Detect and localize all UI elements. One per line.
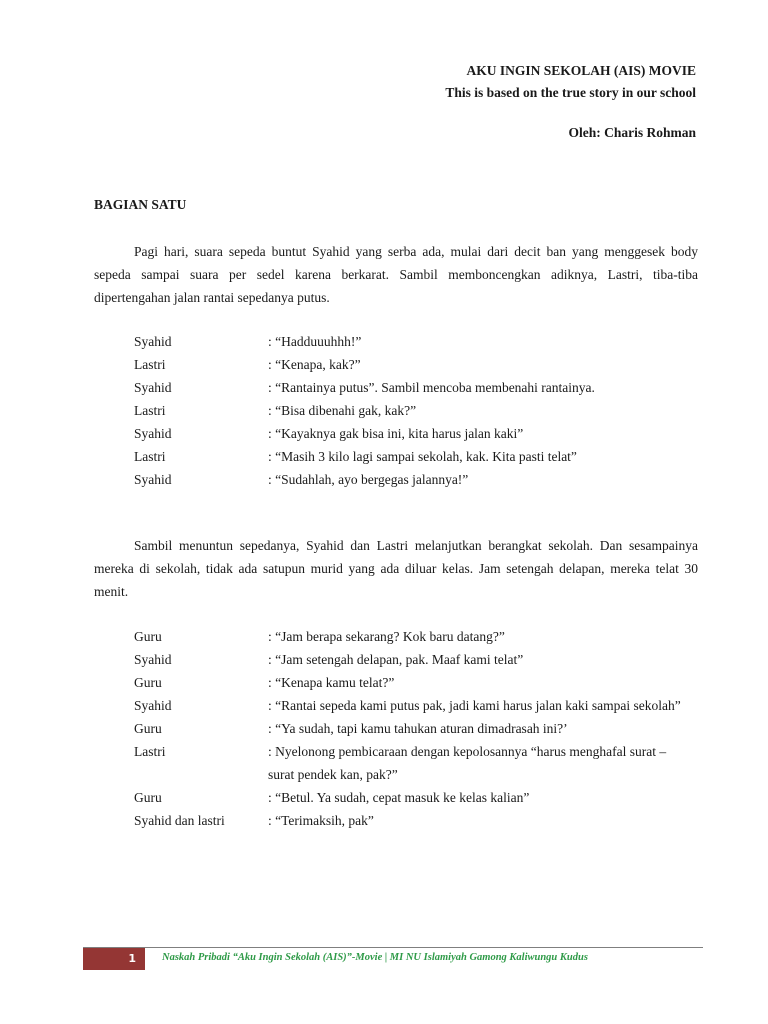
footer-page-number: 1 (83, 948, 145, 970)
dialogue-line (134, 694, 694, 717)
dialogue-speaker: Guru (134, 790, 162, 805)
dialogue-speaker: Guru (134, 675, 162, 690)
dialogue-block-2 (134, 625, 694, 832)
dialogue-speech: : “Terimaksih, pak” (268, 813, 374, 828)
footer-text: Naskah Pribadi “Aku Ingin Sekolah (AIS)”-Movie | MI NU Islamiyah Gamong Kaliwungu Kudus (162, 952, 588, 963)
section-title: BAGIAN SATU (94, 197, 187, 212)
dialogue-line (134, 786, 694, 809)
dialogue-speech: : “Kenapa kamu telat?” (268, 675, 395, 690)
dialogue-line (134, 330, 694, 353)
dialogue-speaker: Lastri (134, 403, 166, 418)
dialogue-speech: : “Betul. Ya sudah, cepat masuk ke kelas kalian” (268, 790, 530, 805)
dialogue-speech: : “Bisa dibenahi gak, kak?” (268, 403, 417, 418)
dialogue-speaker: Syahid (134, 472, 172, 487)
dialogue-speech: : “Ya sudah, tapi kamu tahukan aturan dimadrasah ini?’ (268, 721, 568, 736)
dialogue-speaker: Lastri (134, 357, 166, 372)
dialogue-line (134, 399, 694, 422)
dialogue-line (134, 648, 694, 671)
dialogue-speaker: Syahid (134, 426, 172, 441)
dialogue-line (134, 809, 694, 832)
dialogue-line (134, 445, 694, 468)
document-header (445, 60, 696, 144)
dialogue-line (134, 422, 694, 445)
dialogue-speech: : “Masih 3 kilo lagi sampai sekolah, kak. Kita pasti telat” (268, 449, 577, 464)
dialogue-speaker: Guru (134, 721, 162, 736)
dialogue-speech: : “Kenapa, kak?” (268, 357, 361, 372)
dialogue-speech: : Nyelonong pembicaraan dengan kepolosannya “harus menghafal surat – surat pendek kan, pak?” (268, 744, 667, 782)
dialogue-speaker: Syahid (134, 334, 172, 349)
footer-divider (83, 947, 703, 948)
dialogue-speaker: Syahid (134, 698, 172, 713)
dialogue-speech: : “Hadduuuhhh!” (268, 334, 362, 349)
dialogue-line (134, 717, 694, 740)
dialogue-speech: : “Sudahlah, ayo bergegas jalannya!” (268, 472, 469, 487)
dialogue-speaker: Lastri (134, 449, 166, 464)
dialogue-line (134, 376, 694, 399)
dialogue-speaker: Lastri (134, 744, 166, 759)
dialogue-speaker: Syahid (134, 380, 172, 395)
dialogue-line (134, 625, 694, 648)
dialogue-speech: : “Jam berapa sekarang? Kok baru datang?” (268, 629, 505, 644)
narrative-paragraph: Sambil menuntun sepedanya, Syahid dan Lastri melanjutkan berangkat sekolah. Dan sesampainya mereka di sekolah, tidak ada satupun murid yang ada diluar kelas. Jam setengah delapan, mereka telat 30 menit. (94, 538, 698, 599)
dialogue-speech: : “Jam setengah delapan, pak. Maaf kami telat” (268, 652, 524, 667)
document-author: Oleh: Charis Rohman (568, 125, 696, 140)
dialogue-line (134, 740, 694, 786)
document-title: AKU INGIN SEKOLAH (AIS) MOVIE (466, 63, 696, 78)
dialogue-speech: : “Rantainya putus”. Sambil mencoba membenahi rantainya. (268, 380, 595, 395)
dialogue-speech: : “Rantai sepeda kami putus pak, jadi kami harus jalan kaki sampai sekolah” (268, 698, 681, 713)
dialogue-speaker: Syahid dan lastri (134, 813, 225, 828)
dialogue-line (134, 468, 694, 491)
dialogue-line (134, 671, 694, 694)
dialogue-line (134, 353, 694, 376)
dialogue-block-1 (134, 330, 694, 491)
document-subtitle: This is based on the true story in our school (445, 85, 696, 100)
narrative-paragraph: Pagi hari, suara sepeda buntut Syahid yang serba ada, mulai dari decit ban yang menggesek body sepeda sampai suara per sedel karena berkarat. Sambil memboncengkan adiknya, Lastri, tiba-tiba dipertengahan jalan rantai sepedanya putus. (94, 244, 698, 305)
dialogue-speaker: Guru (134, 629, 162, 644)
dialogue-speaker: Syahid (134, 652, 172, 667)
dialogue-speech: : “Kayaknya gak bisa ini, kita harus jalan kaki” (268, 426, 524, 441)
